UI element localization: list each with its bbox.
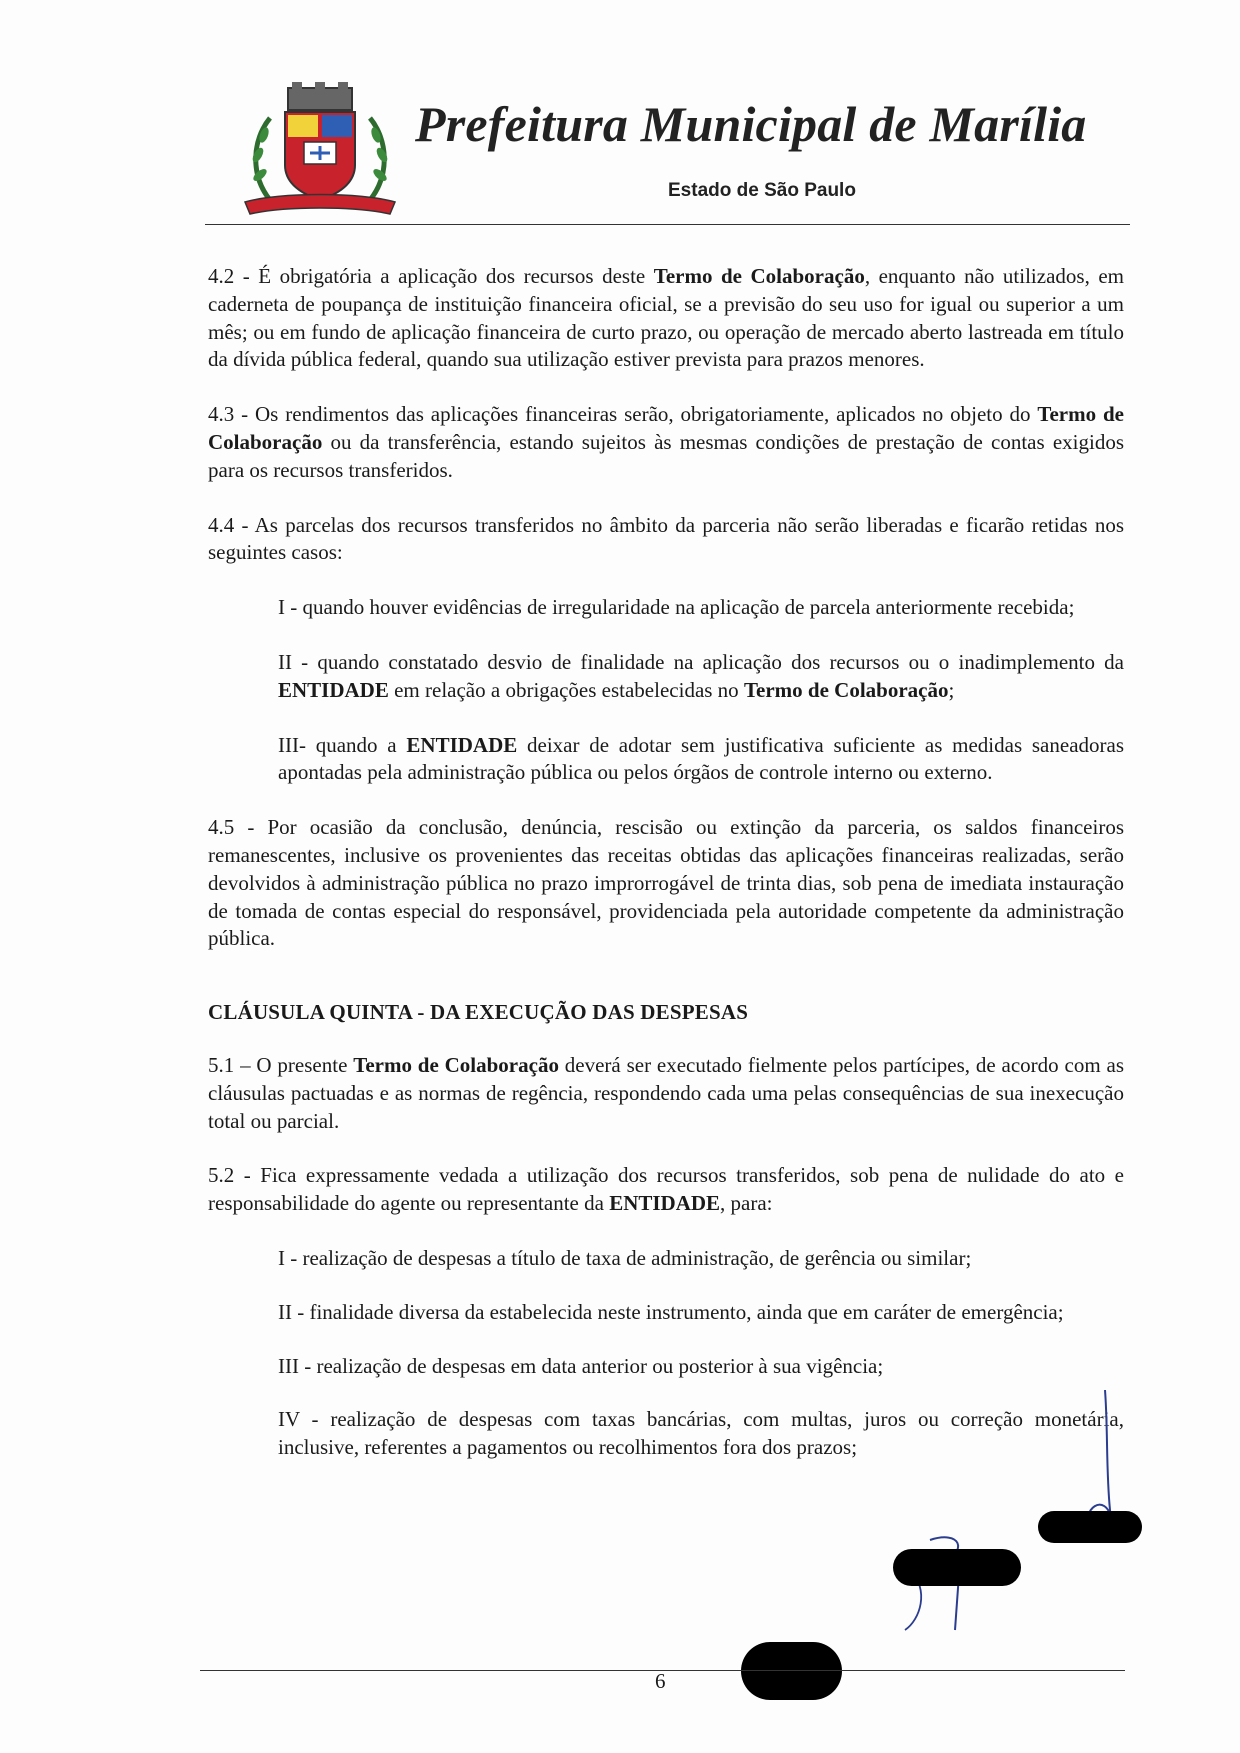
redaction-mark [893, 1549, 1021, 1586]
letterhead [205, 70, 1130, 230]
paragraph-4-4: 4.4 - As parcelas dos recursos transferidos no âmbito da parceria não serão liberadas e ficarão retidas nos seguintes casos: [208, 512, 1124, 565]
paragraph-4-4-item-i: I - quando houver evidências de irregularidade na aplicação de parcela anteriormente recebida; [278, 595, 1075, 620]
paragraph-4-2: 4.2 - É obrigatória a aplicação dos recursos deste Termo de Colaboração, enquanto não utilizados, em caderneta de poupança de instituição financeira oficial, se a previsão do seu uso for igual ou superior a um mês; ou em fundo de aplicação financeira de curto prazo, ou operação de mercado aberto lastreada em título da dívida pública federal, quando sua utilização estiver prevista para prazos menores. [208, 264, 1124, 372]
paragraph-4-5: 4.5 - Por ocasião da conclusão, denúncia, rescisão ou extinção da parceria, os saldos financeiros remanescentes, inclusive os provenientes das receitas obtidas das aplicações financeiras realizadas, serão devolvidos à administração pública no prazo improrrogável de trinta dias, sob pena de imediata instauração de tomada de contas especial do responsável, providenciada pela autoridade competente da administração pública. [208, 815, 1124, 951]
paragraph-4-4-item-iii: III- quando a ENTIDADE deixar de adotar sem justificativa suficiente as medidas saneadoras apontadas pela administração pública ou pelos órgãos de controle interno ou externo. [278, 732, 1124, 785]
paragraph-5-1: 5.1 – O presente Termo de Colaboração deverá ser executado fielmente pelos partícipes, de acordo com as cláusulas pactuadas e as normas de regência, respondendo cada uma pelas consequências de sua inexecução total ou parcial. [208, 1052, 1124, 1133]
redaction-mark [741, 1642, 842, 1700]
redaction-mark [1038, 1511, 1142, 1543]
page-number: 6 [655, 1669, 666, 1693]
paragraph-4-3: 4.3 - Os rendimentos das aplicações financeiras serão, obrigatoriamente, aplicados no objeto do Termo de Colaboração ou da transferência, estando sujeitos às mesmas condições de prestação de contas exigidos para os recursos transferidos. [208, 402, 1124, 482]
header-title: Prefeitura Municipal de Marília [415, 96, 1087, 152]
paragraph-5-2: 5.2 - Fica expressamente vedada a utilização dos recursos transferidos, sob pena de nulidade do ato e responsabilidade do agente ou representante da ENTIDADE, para: [208, 1163, 1124, 1216]
paragraph-5-2-item-iii: III - realização de despesas em data anterior ou posterior à sua vigência; [278, 1353, 884, 1378]
header-divider [205, 224, 1130, 225]
document-body [208, 263, 1124, 1488]
header-subtitle: Estado de São Paulo [668, 180, 856, 201]
paragraph-5-2-item-i: I - realização de despesas a título de taxa de administração, de gerência ou similar; [278, 1245, 972, 1270]
paragraph-5-2-item-ii: II - finalidade diversa da estabelecida neste instrumento, ainda que em caráter de emergência; [278, 1299, 1064, 1324]
clause-five-heading: CLÁUSULA QUINTA - DA EXECUÇÃO DAS DESPESAS [208, 1000, 749, 1025]
municipal-crest-icon [240, 80, 400, 220]
paragraph-5-2-item-iv: IV - realização de despesas com taxas bancárias, com multas, juros ou correção monetária, inclusive, referentes a pagamentos ou recolhimentos fora dos prazos; [278, 1407, 1124, 1460]
paragraph-4-4-item-ii: II - quando constatado desvio de finalidade na aplicação dos recursos ou o inadimplemento da ENTIDADE em relação a obrigações estabelecidas no Termo de Colaboração; [278, 649, 1124, 702]
